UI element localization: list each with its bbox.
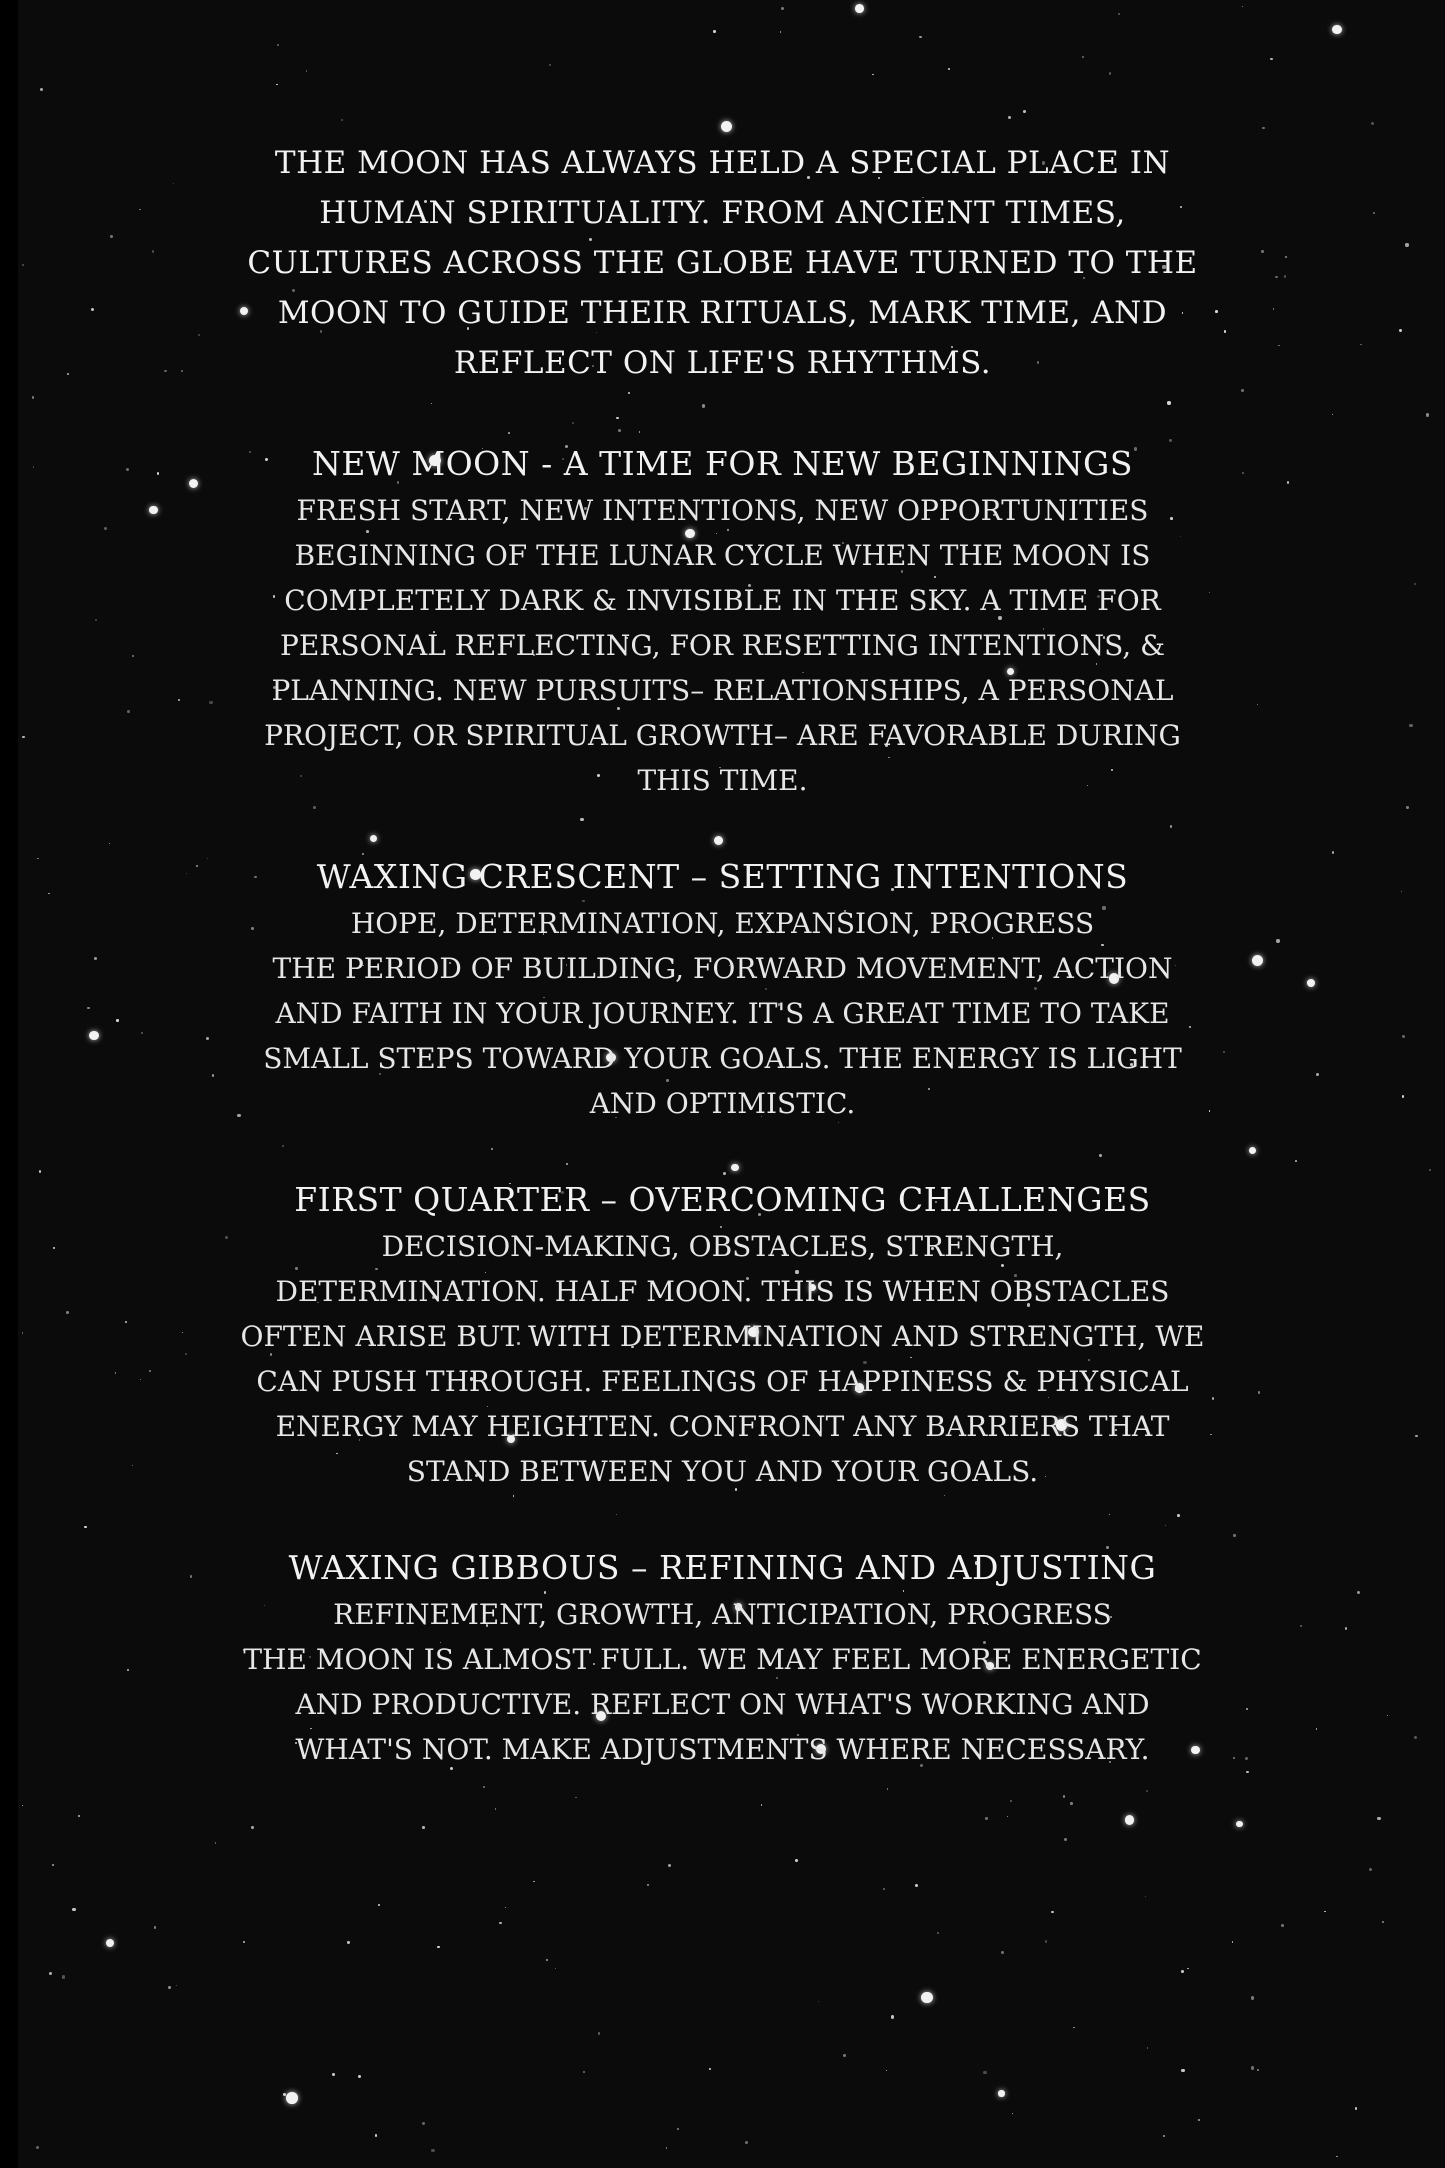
section-waxing-crescent bbox=[240, 853, 1205, 1126]
star bbox=[1082, 56, 1084, 58]
star bbox=[1300, 1625, 1302, 1627]
star bbox=[818, 2001, 819, 2002]
star bbox=[66, 1311, 69, 1314]
star bbox=[176, 1985, 177, 1986]
star bbox=[215, 1842, 217, 1844]
star bbox=[1251, 1996, 1254, 1999]
star bbox=[283, 2093, 286, 2096]
star bbox=[181, 370, 183, 372]
star bbox=[1242, 472, 1244, 474]
star bbox=[583, 2071, 585, 2073]
section-new-moon bbox=[240, 440, 1205, 803]
star bbox=[1295, 1160, 1297, 1162]
star bbox=[1257, 2069, 1259, 2071]
star bbox=[1147, 2047, 1149, 2049]
star bbox=[243, 1941, 245, 1943]
star bbox=[1023, 110, 1026, 113]
star bbox=[781, 7, 784, 10]
star bbox=[39, 1170, 41, 1172]
star bbox=[1012, 2113, 1013, 2114]
star bbox=[212, 1074, 215, 1077]
star bbox=[141, 1032, 143, 1034]
star bbox=[1246, 1708, 1248, 1710]
section-title: WAXING CRESCENT – SETTING INTENTIONS bbox=[316, 857, 1129, 896]
star bbox=[115, 1372, 117, 1374]
star bbox=[1242, 6, 1243, 7]
star bbox=[49, 1972, 52, 1975]
star bbox=[721, 121, 732, 132]
star bbox=[22, 736, 25, 739]
star bbox=[1246, 1771, 1248, 1773]
star bbox=[132, 655, 134, 657]
star bbox=[1251, 2066, 1254, 2069]
star bbox=[1051, 1911, 1054, 1914]
star bbox=[1145, 1896, 1147, 1898]
star bbox=[677, 2128, 679, 2130]
star bbox=[196, 865, 198, 867]
star bbox=[1382, 1921, 1384, 1923]
star bbox=[84, 1526, 87, 1529]
star bbox=[178, 699, 180, 701]
star bbox=[1118, 13, 1120, 15]
star bbox=[709, 2068, 711, 2070]
star bbox=[647, 1884, 649, 1886]
star bbox=[251, 1826, 254, 1829]
star bbox=[358, 2075, 361, 2078]
star bbox=[1414, 583, 1416, 585]
star bbox=[1287, 481, 1290, 484]
star bbox=[157, 472, 160, 475]
star bbox=[1257, 704, 1258, 705]
star bbox=[1001, 1951, 1004, 1954]
star bbox=[276, 84, 277, 85]
star bbox=[94, 957, 97, 960]
star bbox=[378, 1904, 380, 1906]
star bbox=[139, 209, 141, 211]
star bbox=[116, 1019, 118, 1021]
star bbox=[1249, 1147, 1256, 1154]
star bbox=[1409, 724, 1412, 727]
star bbox=[843, 2054, 846, 2057]
star bbox=[1357, 1591, 1360, 1594]
star bbox=[1345, 1627, 1348, 1630]
star bbox=[1109, 72, 1112, 75]
star bbox=[891, 2015, 894, 2018]
section-body: THE MOON IS ALMOST FULL. WE MAY FEEL MORE ENERGETIC AND PRODUCTIVE. REFLECT ON WHAT'S WORKING AND WHAT'S NOT. MAKE ADJUSTMENTS WHERE NECESSARY. bbox=[243, 1643, 1202, 1766]
star bbox=[1209, 1110, 1211, 1112]
star bbox=[422, 1826, 424, 1828]
star bbox=[1262, 127, 1265, 130]
star bbox=[375, 2134, 377, 2136]
star bbox=[1163, 2135, 1165, 2137]
section-body: DETERMINATION. HALF MOON. THIS IS WHEN OBSTACLES OFTEN ARISE BUT WITH DETERMINATION AND STRENGTH, WE CAN PUSH THROUGH. FEELINGS OF HAPPINESS & PHYSICAL ENERGY MAY HEIGHTEN. CONFRONT ANY BARRIERS THAT STAND BETWEEN YOU AND YOUR GOALS. bbox=[240, 1275, 1205, 1488]
left-border bbox=[0, 0, 18, 2168]
section-keywords: REFINEMENT, GROWTH, ANTICIPATION, PROGRESS bbox=[333, 1598, 1112, 1631]
star bbox=[1415, 1435, 1418, 1438]
star bbox=[332, 2073, 335, 2076]
star bbox=[1236, 1821, 1243, 1828]
star bbox=[36, 2146, 39, 2149]
star bbox=[1275, 276, 1277, 278]
star bbox=[126, 468, 129, 471]
star bbox=[1307, 979, 1316, 988]
star bbox=[431, 2149, 434, 2152]
star bbox=[1210, 1434, 1211, 1435]
section-title: NEW MOON - A TIME FOR NEW BEGINNINGS bbox=[311, 444, 1134, 483]
star bbox=[915, 1884, 918, 1887]
section-keywords: HOPE, DETERMINATION, EXPANSION, PROGRESS bbox=[350, 907, 1095, 940]
section-title: WAXING GIBBOUS – REFINING AND ADJUSTING bbox=[288, 1548, 1157, 1587]
star bbox=[1332, 414, 1333, 415]
star bbox=[437, 1946, 439, 1948]
star bbox=[22, 1805, 23, 1806]
star bbox=[125, 1321, 127, 1323]
star bbox=[1276, 939, 1279, 942]
star bbox=[127, 710, 130, 713]
star bbox=[277, 44, 279, 46]
star bbox=[149, 506, 157, 514]
star bbox=[713, 30, 716, 33]
star bbox=[1402, 1095, 1404, 1097]
star bbox=[198, 334, 200, 336]
star bbox=[225, 1236, 228, 1239]
star bbox=[1181, 1970, 1184, 1973]
star bbox=[422, 2122, 425, 2125]
star bbox=[1212, 1397, 1215, 1400]
star bbox=[53, 1247, 54, 1248]
star bbox=[855, 4, 864, 13]
star bbox=[1245, 1757, 1248, 1760]
star bbox=[1387, 1715, 1388, 1716]
star bbox=[37, 858, 39, 860]
star bbox=[22, 1332, 23, 1333]
star bbox=[52, 1864, 54, 1866]
star bbox=[132, 1465, 133, 1466]
star bbox=[921, 1992, 932, 2003]
section-keywords: FRESH START, NEW INTENTIONS, NEW OPPORTUNITIES bbox=[296, 494, 1149, 527]
star bbox=[983, 2071, 986, 2074]
star bbox=[1008, 116, 1011, 119]
star bbox=[533, 1881, 535, 1883]
star bbox=[1284, 275, 1286, 277]
star bbox=[1181, 2069, 1184, 2072]
star bbox=[1270, 58, 1272, 60]
star bbox=[1045, 1940, 1048, 1943]
star bbox=[110, 235, 113, 238]
star bbox=[937, 1932, 939, 1934]
section-first-quarter bbox=[240, 1176, 1205, 1494]
section-title: FIRST QUARTER – OVERCOMING CHALLENGES bbox=[294, 1180, 1151, 1219]
star bbox=[886, 2070, 887, 2071]
star bbox=[109, 843, 110, 844]
star bbox=[1285, 256, 1287, 258]
star bbox=[1307, 981, 1308, 982]
star bbox=[1371, 122, 1374, 125]
section-body: BEGINNING OF THE LUNAR CYCLE WHEN THE MOON IS COMPLETELY DARK & INVISIBLE IN THE SKY. A TIME FOR PERSONAL REFLECTING, FOR RESETTING INTENTIONS, & PLANNING. NEW PURSUITS– RELATIONSHIPS, A PERSONAL PROJECT, OR SPIRITUAL GROWTH– ARE FAVORABLE DURING THIS TIME. bbox=[264, 539, 1181, 797]
star bbox=[286, 2092, 297, 2103]
star bbox=[91, 308, 94, 311]
star bbox=[1405, 243, 1408, 246]
star bbox=[1224, 330, 1227, 333]
star bbox=[40, 88, 43, 91]
star bbox=[872, 74, 874, 76]
star bbox=[666, 2147, 668, 2149]
star bbox=[306, 70, 308, 72]
star bbox=[152, 250, 155, 253]
star bbox=[206, 1037, 209, 1040]
section-body: THE PERIOD OF BUILDING, FORWARD MOVEMENT, ACTION AND FAITH IN YOUR JOURNEY. IT'S A GREAT TIME TO TAKE SMALL STEPS TOWARD YOUR GOALS. THE ENERGY IS LIGHT AND OPTIMISTIC. bbox=[263, 952, 1182, 1120]
star bbox=[78, 1815, 80, 1817]
star bbox=[499, 1922, 502, 1925]
star bbox=[1369, 1868, 1372, 1871]
star bbox=[33, 466, 35, 468]
star bbox=[95, 619, 98, 622]
star bbox=[1281, 1924, 1284, 1927]
star bbox=[1278, 345, 1279, 346]
star bbox=[67, 373, 69, 375]
star bbox=[745, 2141, 748, 2144]
star bbox=[140, 1379, 141, 1380]
star bbox=[919, 36, 921, 38]
star bbox=[1360, 344, 1362, 346]
star bbox=[104, 527, 107, 530]
star bbox=[168, 1986, 171, 1989]
star bbox=[1429, 1169, 1431, 1171]
star bbox=[1332, 851, 1334, 853]
star bbox=[1258, 1391, 1261, 1394]
star bbox=[549, 64, 551, 66]
star bbox=[62, 1975, 65, 1978]
star bbox=[189, 479, 198, 488]
star bbox=[1401, 891, 1402, 892]
star bbox=[1406, 806, 1409, 809]
star bbox=[89, 1031, 98, 1040]
star bbox=[341, 119, 343, 121]
star bbox=[154, 1926, 157, 1929]
star bbox=[1402, 1035, 1405, 1038]
section-waxing-gibbous bbox=[240, 1544, 1205, 1772]
star bbox=[1373, 212, 1375, 214]
star bbox=[598, 2032, 600, 2034]
star bbox=[1198, 2119, 1200, 2121]
star bbox=[1316, 1728, 1317, 1729]
star bbox=[668, 1864, 671, 1867]
star bbox=[207, 858, 208, 859]
star bbox=[164, 370, 167, 373]
star bbox=[998, 2090, 1004, 2096]
star bbox=[1064, 1838, 1067, 1841]
star bbox=[22, 264, 24, 266]
star bbox=[1073, 2027, 1075, 2029]
star bbox=[87, 1007, 89, 1009]
star bbox=[1377, 1817, 1380, 1820]
star bbox=[1332, 25, 1341, 34]
star bbox=[1324, 1911, 1325, 1912]
star bbox=[1187, 1968, 1188, 1969]
star bbox=[106, 1939, 114, 1947]
star bbox=[795, 1859, 798, 1862]
star bbox=[1273, 308, 1274, 309]
star bbox=[209, 701, 212, 704]
star bbox=[948, 68, 951, 71]
star bbox=[1261, 250, 1264, 253]
star bbox=[1209, 592, 1210, 593]
star bbox=[1232, 1941, 1234, 1943]
star bbox=[1426, 413, 1429, 416]
star bbox=[1336, 2156, 1337, 2157]
star bbox=[883, 1888, 884, 1889]
star bbox=[1233, 1757, 1235, 1759]
star bbox=[127, 1669, 129, 1671]
star bbox=[546, 1959, 548, 1961]
star bbox=[185, 1353, 186, 1354]
star bbox=[1252, 955, 1263, 966]
star bbox=[186, 873, 187, 874]
section-keywords: DECISION-MAKING, OBSTACLES, STRENGTH, bbox=[381, 1230, 1064, 1263]
star bbox=[347, 1941, 349, 1943]
star bbox=[182, 1332, 183, 1333]
star bbox=[1355, 2107, 1357, 2109]
star bbox=[1223, 1051, 1225, 1053]
star bbox=[173, 183, 174, 184]
star bbox=[1215, 310, 1218, 313]
star bbox=[780, 31, 782, 33]
star bbox=[505, 1907, 506, 1908]
star bbox=[1414, 1736, 1417, 1739]
star bbox=[1316, 1073, 1319, 1076]
moon-phases-text bbox=[240, 138, 1205, 1822]
star bbox=[48, 893, 49, 894]
star bbox=[149, 1370, 151, 1372]
star bbox=[72, 1908, 75, 1911]
star bbox=[32, 396, 35, 399]
star bbox=[1241, 389, 1244, 392]
star bbox=[1233, 1534, 1235, 1536]
star bbox=[555, 1968, 556, 1969]
star bbox=[1399, 329, 1402, 332]
star bbox=[190, 1575, 193, 1578]
intro-paragraph: THE MOON HAS ALWAYS HELD A SPECIAL PLACE IN HUMAN SPIRITUALITY. FROM ANCIENT TIMES, CULTURES ACROSS THE GLOBE HAVE TURNED TO THE MOON TO GUIDE THEIR RITUALS, MARK TIME, AND REFLECT ON LIFE'S RHYTHMS. bbox=[247, 145, 1198, 381]
